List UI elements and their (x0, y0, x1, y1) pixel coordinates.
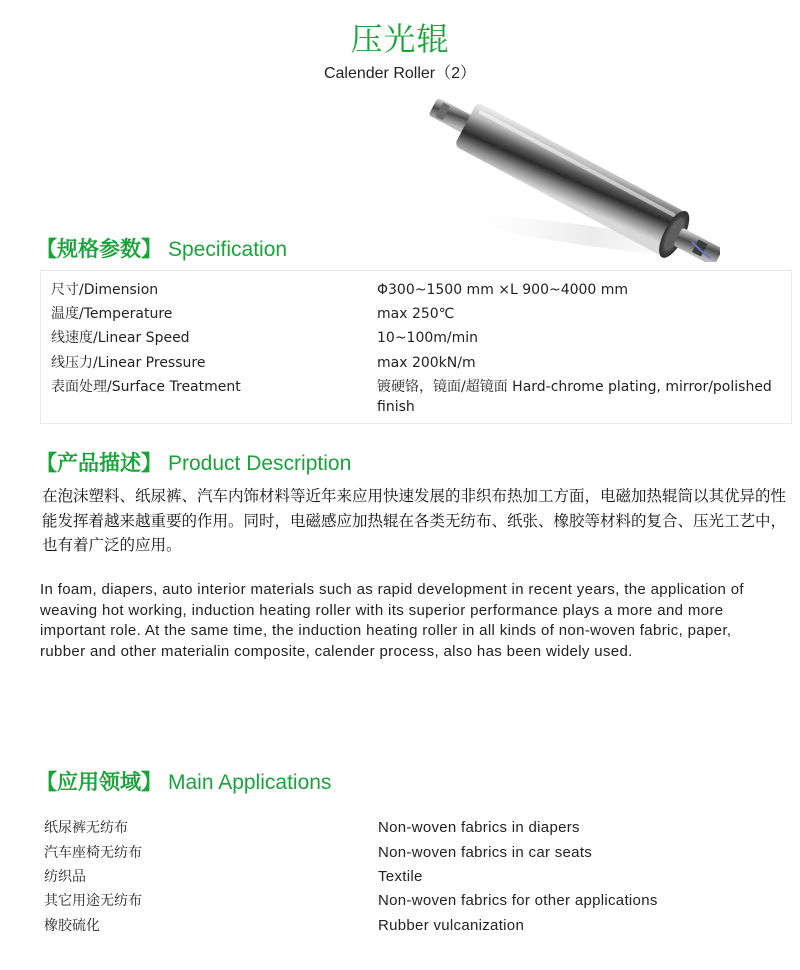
description-heading (36, 447, 351, 477)
spec-label: 线压力/Linear Pressure (51, 355, 206, 371)
spec-label: 线速度/Linear Speed (51, 330, 190, 346)
applications-heading-cn: 【应用领域】 (36, 770, 162, 794)
specification-heading (36, 233, 287, 263)
application-en: Non-woven fabrics in car seats (378, 844, 593, 861)
spec-value: 镀硬铬，镜面/超镜面 Hard-chrome plating, mirror/polished finish (377, 379, 772, 415)
spec-label: 表面处理/Surface Treatment (51, 379, 241, 395)
spec-value: Φ300~1500 mm ×L 900~4000 mm (377, 282, 629, 298)
spec-label: 温度/Temperature (51, 306, 173, 322)
application-en: Rubber vulcanization (378, 917, 525, 934)
application-cn: 橡胶硫化 (44, 918, 100, 934)
spec-value: max 250℃ (377, 306, 455, 322)
calender-roller-image (420, 96, 720, 262)
description-heading-cn: 【产品描述】 (36, 451, 162, 475)
spec-label: 尺寸/Dimension (51, 282, 159, 298)
application-cn: 汽车座椅无纺布 (44, 845, 142, 861)
page-subtitle: Calender Roller（2） (323, 65, 477, 82)
application-en: Non-woven fabrics for other applications (378, 892, 658, 909)
specification-heading-cn: 【规格参数】 (36, 237, 162, 261)
spec-value: max 200kN/m (377, 355, 476, 371)
roller-illustration (420, 96, 720, 262)
application-en: Textile (378, 868, 423, 885)
application-cn: 纸尿裤无纺布 (44, 820, 128, 836)
applications-heading (36, 766, 331, 796)
application-en: Non-woven fabrics in diapers (378, 819, 580, 836)
description-text-cn: 在泡沫塑料、纸尿裤、汽车内饰材料等近年来应用快速发展的非织布热加工方面，电磁加热辊筒以其优异的性能发挥着越来越重要的作用。同时，电磁感应加热辊在各类无纺布、纸张、橡胶等材料的复合、压光工艺中，也有着广泛的应用。 (42, 487, 787, 554)
description-heading-en: Product Description (168, 452, 352, 475)
specification-table (40, 270, 792, 424)
spec-value: 10~100m/min (377, 330, 479, 346)
application-cn: 其它用途无纺布 (44, 893, 142, 909)
description-text-en: In foam, diapers, auto interior materials such as rapid development in recent years, the application of weaving hot working, induction heating roller with its superior performance plays a more and more important role. At the same time, the induction heating roller in all kinds of non-woven fabric, paper, rubber and other materialin composite, calender process, also has been widely used. (40, 581, 744, 660)
page-title: 压光辊 (350, 20, 450, 58)
specification-heading-en: Specification (168, 238, 288, 261)
applications-heading-en: Main Applications (168, 771, 332, 794)
application-cn: 纺织品 (44, 869, 86, 885)
